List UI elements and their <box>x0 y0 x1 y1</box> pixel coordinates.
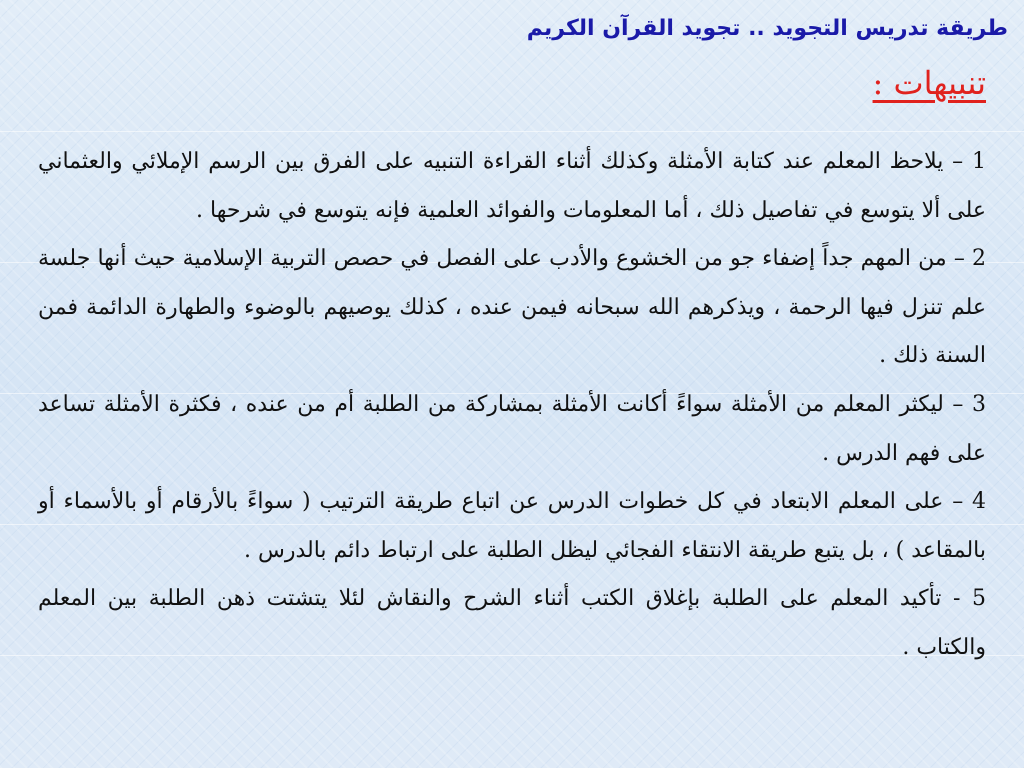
note-item-3: 3 – ليكثر المعلم من الأمثلة سواءً أكانت الأمثلة بمشاركة من الطلبة أم من عنده ، فكثرة الأمثلة تساعد على فهم الدرس . <box>38 391 986 466</box>
slide-header-title: طريقة تدريس التجويد .. تجويد القرآن الكريم <box>526 16 1008 41</box>
note-item-4: 4 – على المعلم الابتعاد في كل خطوات الدرس عن اتباع طريقة الترتيب ( سواءً بالأرقام أو بالأسماء أو بالمقاعد ) ، بل يتبع طريقة الانتقاء الفجائي ليظل الطلبة على ارتباط دائم بالدرس . <box>38 489 986 563</box>
note-item-1: 1 – يلاحظ المعلم عند كتابة الأمثلة وكذلك أثناء القراءة التنبيه على الفرق بين الرسم الإملائي والعثماني على ألا يتوسع في تفاصيل ذلك ، أما المعلومات والفوائد العلمية فإنه يتوسع في شرحها . <box>38 149 986 223</box>
background-grid-line <box>0 131 1024 132</box>
notes-list <box>38 138 986 673</box>
section-heading: تنبيهات : <box>872 64 986 102</box>
note-item-5: 5 - تأكيد المعلم على الطلبة بإغلاق الكتب أثناء الشرح والنقاش لئلا يتشتت ذهن الطلبة بين المعلم والكتاب . <box>38 586 986 660</box>
note-item-2: 2 – من المهم جداً إضفاء جو من الخشوع والأدب على الفصل في حصص التربية الإسلامية حيث أنها جلسة علم تنزل فيها الرحمة ، ويذكرهم الله سبحانه فيمن عنده ، كذلك يوصيهم بالوضوء والطهارة الدائمة فمن السنة ذلك . <box>38 246 986 369</box>
